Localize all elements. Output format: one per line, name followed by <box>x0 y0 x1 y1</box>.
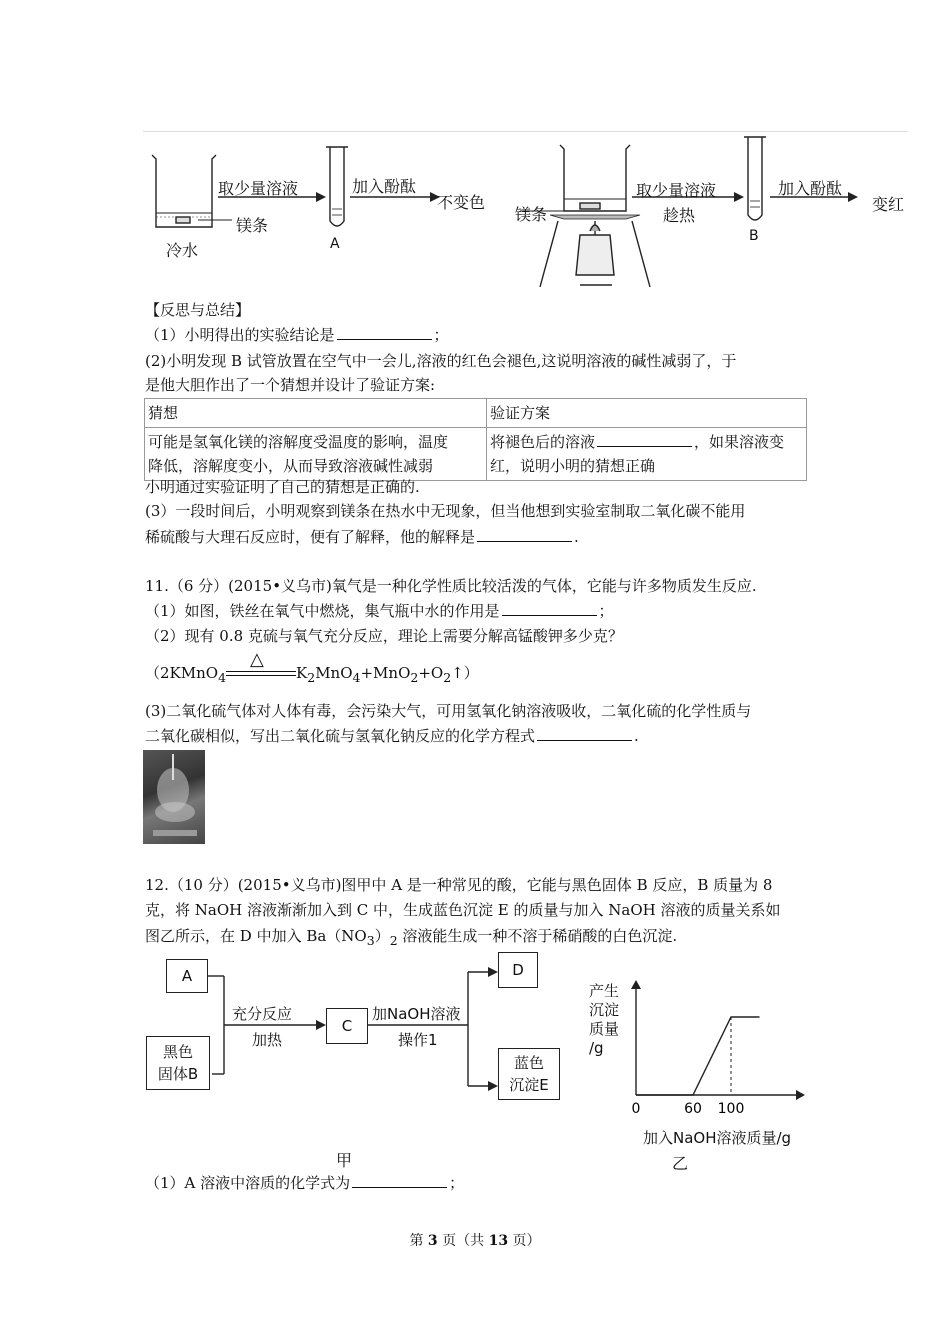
box-e-line2: 沉淀E <box>509 1076 549 1094</box>
eq-sub: 4 <box>218 670 227 685</box>
arrow2-label-bottom: 操作1 <box>398 1031 438 1049</box>
plan-line-1: 将褪色后的溶液 <box>490 433 596 451</box>
fig1-tube-b-label: B <box>749 228 759 244</box>
eq-sub: 2 <box>443 670 452 685</box>
table-header-guess: 猜想 <box>145 399 487 428</box>
q12-l3b: ） <box>374 927 390 945</box>
y-axis-arrow <box>631 980 641 989</box>
plan-line-1-end: ，如果溶液变 <box>694 433 785 451</box>
fig1-result2-label: 变红 <box>872 195 905 214</box>
answer-blank[interactable] <box>537 726 632 741</box>
test-tube-b <box>744 137 766 220</box>
q12-p1-end: ； <box>449 1174 465 1192</box>
reflect-q2a: (2)小明发现 B 试管放置在空气中一会儿,溶液的红色会褪色,这说明溶液的碱性减弱了，于 <box>145 352 737 370</box>
delta-symbol: △ <box>250 649 264 670</box>
table-header-plan: 验证方案 <box>487 399 807 428</box>
box-a-label: A <box>181 967 193 985</box>
chart-ylabel-part: 质量 <box>589 1020 620 1038</box>
q12-l3a: 图乙所示，在 D 中加入 Ba（NO <box>145 927 367 945</box>
eq-left: （2KMnO <box>145 664 219 682</box>
answer-blank[interactable] <box>337 325 432 340</box>
fig1-add2-label: 加入酚酞 <box>778 179 843 198</box>
header-rule <box>143 131 908 132</box>
q11-title: 11.（6 分）(2015•义乌市)氧气是一种化学性质比较活泼的气体，它能与许多物质发生反应. <box>145 577 757 595</box>
guess-line-1: 可能是氢氧化镁的溶解度受温度的影响，温度 <box>148 433 449 451</box>
eq-right2: MnO <box>315 664 353 682</box>
answer-blank[interactable] <box>597 432 692 447</box>
label-jia: 甲 <box>336 1151 353 1170</box>
x-tick-label: 100 <box>717 1101 745 1117</box>
eq-right4: +O <box>418 664 444 682</box>
table-cell-guess <box>145 428 487 481</box>
q11-p1-end: ； <box>598 602 614 620</box>
box-e-line1: 蓝色 <box>513 1054 544 1072</box>
reflect-heading: 【反思与总结】 <box>145 301 251 319</box>
fig1-result1-label: 不变色 <box>437 193 486 212</box>
iron-wire-burning-photo <box>143 750 205 844</box>
answer-blank[interactable] <box>477 527 572 542</box>
fig1-add1-label: 加入酚酞 <box>352 177 417 196</box>
x-axis-arrow <box>796 1090 805 1100</box>
reflect-q2b: 是他大胆作出了一个猜想并设计了验证方案: <box>145 376 436 394</box>
box-d-label: D <box>512 961 524 979</box>
page-number: 3 <box>427 1233 438 1249</box>
page-footer <box>0 1230 950 1250</box>
q12-sub: 3 <box>366 933 375 948</box>
reflect-q1 <box>145 324 449 346</box>
eq-right3: +MnO <box>360 664 411 682</box>
q12-line1: 12.（10 分）(2015•义乌市)图甲中 A 是一种常见的酸，它能与黑色固体 B 反应，B 质量为 8 <box>145 876 773 894</box>
box-b-line1: 黑色 <box>162 1043 193 1061</box>
fig1-mg1-label: 镁条 <box>236 216 269 235</box>
eq-right1: K <box>296 664 308 682</box>
eq-sub: 2 <box>307 670 316 685</box>
box-b-line2: 固体B <box>157 1065 199 1083</box>
q12-p1 <box>145 1172 464 1194</box>
q11-p3b-text: 二氧化碳相似，写出二氧化硫与氢氧化钠反应的化学方程式 <box>145 727 536 745</box>
eq-right5: ↑） <box>451 664 479 682</box>
label-yi: 乙 <box>672 1154 689 1173</box>
test-tube-a <box>326 147 348 226</box>
fig1-tube-a-label: A <box>330 236 340 252</box>
x-tick-label: 0 <box>631 1101 641 1117</box>
q11-p1-text: （1）如图，铁丝在氧气中燃烧，集气瓶中水的作用是 <box>145 602 500 620</box>
arrow1-label-bottom: 加热 <box>252 1031 283 1049</box>
q12-sub: 2 <box>389 933 398 948</box>
chart-xlabel: 加入NaOH溶液质量/g <box>643 1129 792 1147</box>
eq-arrow <box>226 649 296 681</box>
footer-pre: 第 <box>409 1233 428 1249</box>
reflect-q3b <box>145 526 579 548</box>
q11-p3b <box>145 725 639 747</box>
q11-p2: （2）现有 0.8 克硫与氧气充分反应，理论上需要分解高锰酸钾多少克？ <box>145 627 623 645</box>
chart-ylabel <box>589 982 625 1058</box>
q11-p3a: (3)二氧化硫气体对人体有毒，会污染大气，可用氢氧化钠溶液吸收，二氧化硫的化学性质与 <box>145 702 752 720</box>
q12-l3c: 溶液能生成一种不溶于稀硝酸的白色沉淀. <box>397 927 678 945</box>
chart-ylabel-part: 沉淀 <box>589 1001 620 1019</box>
box-b <box>146 1036 210 1090</box>
box-a <box>166 959 208 993</box>
footer-mid: 页（共 <box>437 1233 489 1249</box>
eq-sub: 2 <box>410 670 419 685</box>
verification-table <box>144 398 807 481</box>
table-cell-plan <box>487 428 807 481</box>
page-total: 13 <box>488 1233 509 1249</box>
q11-p1 <box>145 600 614 622</box>
answer-blank[interactable] <box>502 601 597 616</box>
chart-ylabel-1 <box>589 982 625 1058</box>
beaker-cold-water <box>152 155 216 227</box>
chart-ylabel-part: 产生 <box>589 982 620 1000</box>
reflect-q3-end: . <box>574 528 579 546</box>
series-line <box>636 1017 760 1095</box>
fig1-step2b-label: 趁热 <box>663 206 696 225</box>
chart-ylabel-part: /g <box>589 1039 604 1057</box>
reflect-q3b-text: 稀硫酸与大理石反应时，便有了解释，他的解释是 <box>145 528 476 546</box>
beaker-hot-water <box>540 145 650 287</box>
reflect-after: 小明通过实验证明了自己的猜想是正确的. <box>145 478 420 496</box>
fig1-cold-label: 冷水 <box>166 241 199 260</box>
q12-line3 <box>145 925 677 952</box>
arrow1-label-top: 充分反应 <box>232 1005 293 1023</box>
box-d <box>498 952 538 988</box>
box-c <box>326 1008 368 1044</box>
box-e <box>498 1048 560 1100</box>
q12-p1-text: （1）A 溶液中溶质的化学式为 <box>145 1174 351 1192</box>
x-tick-label: 60 <box>684 1101 702 1117</box>
fig1-mg2-label: 镁条 <box>515 205 548 224</box>
fig1-step1-label: 取少量溶液 <box>218 179 299 198</box>
reflect-q1-end: ； <box>433 326 449 344</box>
guess-line-2: 降低，溶解度变小，从而导致溶液碱性减弱 <box>148 457 434 475</box>
fig1-step2a-label: 取少量溶液 <box>636 181 717 200</box>
reflect-q3a: (3）一段时间后，小明观察到镁条在热水中无现象，但当他想到实验室制取二氧化碳不能用 <box>145 502 746 520</box>
eq-sub: 4 <box>352 670 361 685</box>
footer-post: 页） <box>508 1233 541 1249</box>
q12-line2: 克，将 NaOH 溶液渐渐加入到 C 中，生成蓝色沉淀 E 的质量与加入 NaOH 溶液的质量关系如 <box>145 901 781 919</box>
q11-p3-end: . <box>634 727 639 745</box>
arrow2-label-top: 加NaOH溶液 <box>372 1005 461 1023</box>
q11-equation <box>145 649 479 689</box>
answer-blank[interactable] <box>352 1173 447 1188</box>
box-c-label: C <box>341 1017 353 1035</box>
reflect-q1-text: （1）小明得出的实验结论是 <box>145 326 335 344</box>
plan-line-2: 红，说明小明的猜想正确 <box>490 457 656 475</box>
